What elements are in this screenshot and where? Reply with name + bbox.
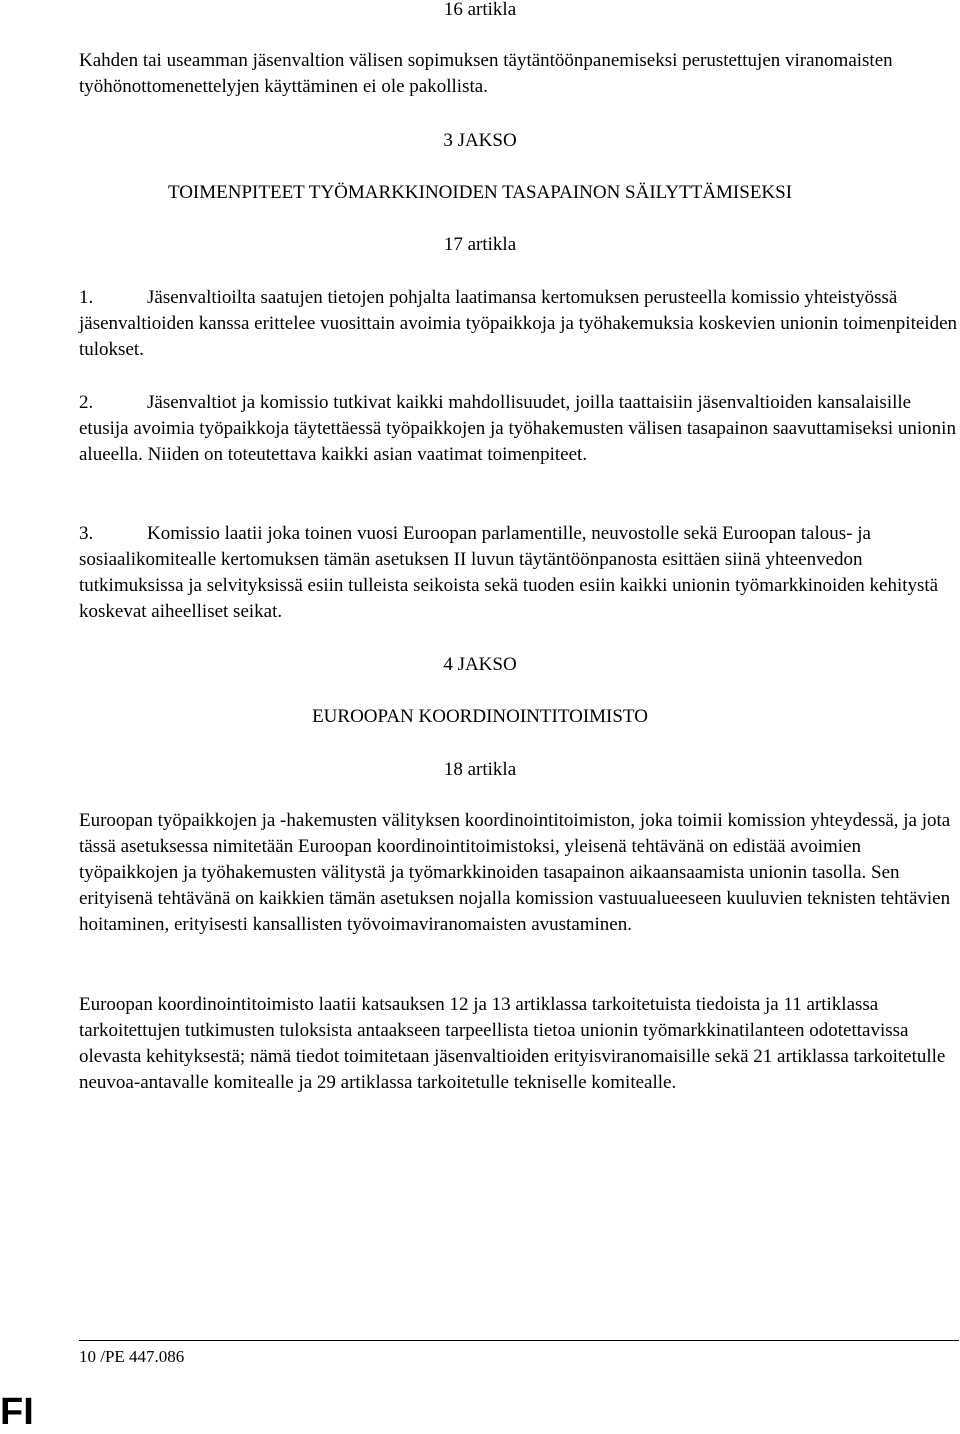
article-18-heading: 18 artikla xyxy=(443,759,517,780)
paragraph-text: Jäsenvaltioilta saatujen tietojen pohjalta laatimansa kertomuksen perusteella komissio yhteistyössä jäsenvaltioiden kanssa erittelee vuosittain avoimia työpaikkoja ja työhakemuksia koskevien unionin toimenpiteiden tulokset. xyxy=(79,287,958,360)
footer-rule xyxy=(79,1340,959,1341)
language-code: FI xyxy=(0,1391,34,1433)
document-reference: 10 /PE 447.086 xyxy=(79,1347,185,1366)
paragraph-number: 3. xyxy=(79,523,94,544)
paragraph-text: Komissio laatii joka toinen vuosi Euroopan parlamentille, neuvostolle sekä Euroopan talous- ja sosiaalikomitealle kertomuksen tämän asetuksen II luvun täytäntöönpanosta esittäen siinä yhteenvedon tutkimuksissa ja selvityksissä esiin tulleista seikoista sekä tuoden esiin kaikki unionin työmarkkinoiden kehitystä koskevat aiheelliset seikat. xyxy=(79,523,939,622)
section-3-heading: 3 JAKSO xyxy=(443,130,517,151)
article-18-paragraph-1: Euroopan työpaikkojen ja -hakemusten välityksen koordinointitoimiston, joka toimii komission yhteydessä, ja jota tässä asetuksessa nimitetään Euroopan koordinointitoimistoksi, yleisenä tehtävänä on edistää avoimien työpaikkojen ja työhakemusten välitystä ja työmarkkinoiden tasapainon aikaansaamista unionin tasolla. Sen erityisenä tehtävänä on kaikkien tämän asetuksen nojalla komission vastuualueeseen kuuluvien teknisten tehtävien hoitaminen, erityisesti kansallisten työvoimaviranomaisten avustaminen. xyxy=(79,810,951,935)
article-17-paragraph-3 xyxy=(79,521,959,625)
article-17-heading: 17 artikla xyxy=(443,234,517,255)
paragraph-text: Jäsenvaltiot ja komissio tutkivat kaikki mahdollisuudet, joilla taattaisiin jäsenvaltioiden kansalaisille etusija avoimia työpaikkoja täytettäessä työpaikkojen ja työhakemusten välisen tasapainon saavuttamiseksi unionin alueella. Niiden on toteutettava kaikki asian vaatimat toimenpiteet. xyxy=(79,392,956,465)
section-3-title: TOIMENPITEET TYÖMARKKINOIDEN TASAPAINON SÄILYTTÄMISEKSI xyxy=(167,182,793,203)
paragraph-number: 1. xyxy=(79,287,94,308)
section-4-title: EUROOPAN KOORDINOINTITOIMISTO xyxy=(312,706,648,727)
article-16-text: Kahden tai useamman jäsenvaltion välisen sopimuksen täytäntöönpanemiseksi perustettujen viranomaisten työhönottomenettelyjen käyttäminen ei ole pakollista. xyxy=(79,50,893,97)
paragraph-number: 2. xyxy=(79,392,94,413)
article-18-paragraph-2: Euroopan koordinointitoimisto laatii katsauksen 12 ja 13 artiklassa tarkoitetuista tiedoista ja 11 artiklassa tarkoitettujen tutkimusten tuloksista antaakseen tarpeellista tietoa unionin työmarkkinatilanteen odotettavissa olevasta kehityksestä; nämä tiedot toimitetaan jäsenvaltioiden erityisviranomaisille sekä 21 artiklassa tarkoitetulle neuvoa-antavalle komitealle ja 29 artiklassa tarkoitetulle tekniselle komitealle. xyxy=(79,994,946,1093)
article-17-paragraph-1 xyxy=(79,285,959,363)
section-4-heading: 4 JAKSO xyxy=(443,654,517,675)
article-16-heading: 16 artikla xyxy=(443,0,517,20)
article-17-paragraph-2 xyxy=(79,390,959,468)
